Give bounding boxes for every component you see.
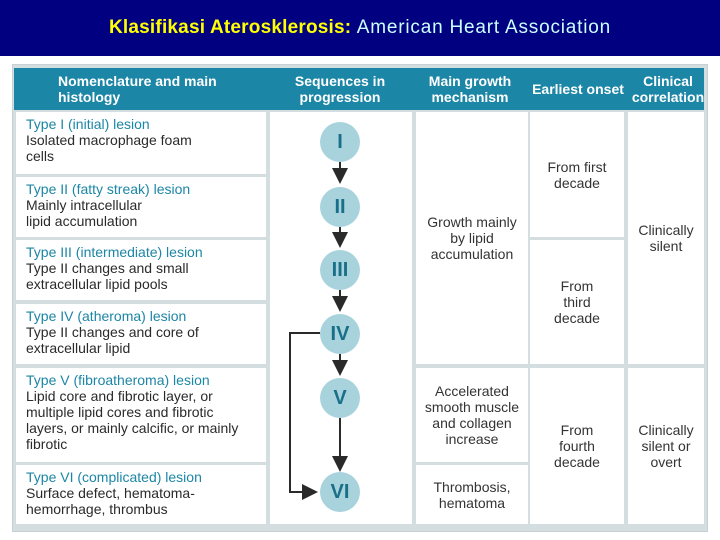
lesion-title: Type V (fibroatheroma) lesion bbox=[26, 372, 210, 388]
stage-circle: V bbox=[320, 378, 360, 418]
header-sequences: Sequences in progression bbox=[294, 73, 386, 105]
lesion-title: Type III (intermediate) lesion bbox=[26, 244, 203, 260]
header-nomenclature: Nomenclature and main histology bbox=[58, 73, 217, 105]
onset-fourth-decade-text: From fourth decade bbox=[554, 422, 600, 470]
lesion-title: Type IV (atheroma) lesion bbox=[26, 308, 187, 324]
lesion-title: Type VI (complicated) lesion bbox=[26, 469, 202, 485]
onset-third-decade-text: From third decade bbox=[554, 278, 600, 326]
clinical-silent-or-overt-text: Clinically silent or overt bbox=[638, 422, 694, 470]
slide-title-part1: Klasifikasi Aterosklerosis: bbox=[109, 17, 352, 38]
lesion-title: Type I (initial) lesion bbox=[26, 116, 150, 132]
header-onset: Earliest onset bbox=[532, 81, 624, 97]
lesion-description: Lipid core and fibrotic layer, or multiple lipid cores and fibrotic layers, or mainly calcific, or mainly fibrotic bbox=[26, 388, 239, 452]
lesion-description: Isolated macrophage foam cells bbox=[26, 132, 192, 164]
growth-lipid-text: Growth mainly by lipid accumulation bbox=[427, 214, 517, 262]
onset-first-decade-text: From first decade bbox=[547, 158, 607, 191]
lesion-title: Type II (fatty streak) lesion bbox=[26, 181, 191, 197]
stage-circle: I bbox=[320, 122, 360, 162]
stage-circle: III bbox=[320, 250, 360, 290]
growth-smooth-muscle-text: Accelerated smooth muscle and collagen increase bbox=[424, 383, 520, 447]
lesion-description: Type II changes and core of extracellular lipid bbox=[26, 324, 199, 356]
lesion-description: Type II changes and small extracellular lipid pools bbox=[26, 260, 189, 292]
stage-circle: IV bbox=[320, 314, 360, 354]
lesion-description: Mainly intracellular lipid accumulation bbox=[26, 197, 142, 229]
lesion-description: Surface defect, hematoma-hemorrhage, thrombus bbox=[26, 485, 195, 517]
arrow-iv-vi bbox=[290, 333, 320, 492]
stage-circle: VI bbox=[320, 472, 360, 512]
header-growth: Main growth mechanism bbox=[428, 73, 512, 105]
header-clinical: Clinical correlation bbox=[631, 73, 705, 105]
stage-circle: II bbox=[320, 187, 360, 227]
clinical-silent-text: Clinically silent bbox=[638, 222, 694, 254]
slide-title-part2: American Heart Association bbox=[356, 17, 611, 38]
growth-thrombosis-text: Thrombosis, hematoma bbox=[433, 478, 511, 511]
